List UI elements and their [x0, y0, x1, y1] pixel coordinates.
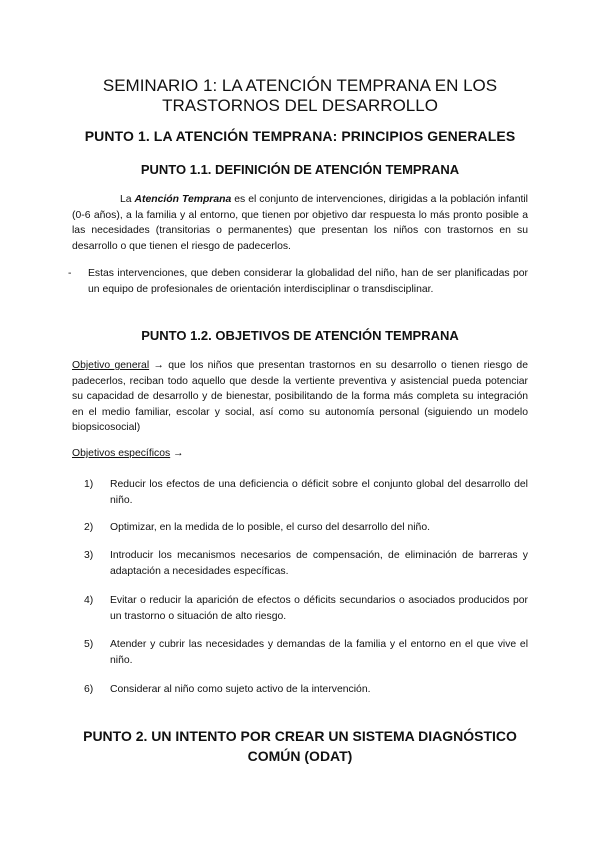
arrow-icon: →	[170, 448, 184, 459]
list-item	[84, 548, 528, 579]
list-item-number: 5)	[84, 639, 94, 650]
objetivo-general-text: que los niños que presentan trastornos en su desarrollo o tienen riesgo de padecerlos, reciban todo aquello que desde la vertiente preventiva y asistencial pueda potenciar su capacidad de desarrollo y de bienestar, posibilitando de la forma más completa su integración en el medio familiar, escolar y social, así como su autonomía personal (siguiendo un modelo biopsicosocial)	[72, 360, 528, 433]
document-title: SEMINARIO 1: LA ATENCIÓN TEMPRANA EN LOS TRASTORNOS DEL DESARROLLO	[102, 76, 498, 115]
bullet-item	[68, 266, 528, 297]
objetivo-general-paragraph	[72, 358, 528, 436]
definition-text: es el conjunto de intervenciones, dirigidas a la población infantil (0-6 años), a la familia y al entorno, que tienen por objetivo dar respuesta lo más pronto posible a las necesidades (transitorias o permanentes) que presentan los niños con trastornos en su desarrollo o que tienen el riesgo de padecerlos.	[72, 194, 528, 252]
bullet-dash: -	[68, 268, 72, 279]
definition-lead: La	[120, 194, 135, 205]
list-item-text: Reducir los efectos de una deficiencia o déficit sobre el conjunto global del desarrollo del niño.	[110, 479, 528, 506]
bullet-text: Estas intervenciones, que deben considerar la globalidad del niño, han de ser planificadas por un equipo de profesionales de orientación interdisciplinar o transdisciplinar.	[88, 268, 528, 295]
list-item-number: 4)	[84, 595, 94, 606]
list-item-number: 2)	[84, 522, 94, 533]
list-item-number: 3)	[84, 550, 94, 561]
punto2-heading: PUNTO 2. UN INTENTO POR CREAR UN SISTEMA DIAGNÓSTICO COMÚN (ODAT)	[83, 728, 517, 764]
punto12-heading: PUNTO 1.2. OBJETIVOS DE ATENCIÓN TEMPRANA	[141, 328, 459, 343]
punto11-heading: PUNTO 1.1. DEFINICIÓN DE ATENCIÓN TEMPRANA	[140, 162, 460, 177]
objetivos-especificos-heading	[72, 446, 528, 462]
list-item	[84, 520, 528, 536]
list-item-text: Evitar o reducir la aparición de efectos o déficits secundarios o asociados producidos por un trastorno o situación de alto riesgo.	[110, 595, 528, 622]
objetivo-general-label: Objetivo general	[72, 360, 150, 371]
list-item-number: 1)	[84, 479, 94, 490]
definition-paragraph	[72, 192, 528, 254]
list-item-text: Considerar al niño como sujeto activo de la intervención.	[110, 684, 371, 695]
list-item-number: 6)	[84, 684, 94, 695]
list-item	[84, 477, 528, 508]
list-item-text: Atender y cubrir las necesidades y demandas de la familia y el entorno en el que vive el niño.	[110, 639, 528, 666]
objetivos-especificos-label: Objetivos específicos	[72, 448, 171, 459]
arrow-icon: →	[149, 360, 169, 371]
list-item-text: Introducir los mecanismos necesarios de compensación, de eliminación de barreras y adaptación a necesidades específicas.	[110, 550, 528, 577]
list-item	[84, 637, 528, 668]
punto1-heading: PUNTO 1. LA ATENCIÓN TEMPRANA: PRINCIPIOS GENERALES	[84, 128, 516, 144]
list-item	[84, 593, 528, 624]
list-item	[84, 682, 528, 698]
definition-term: Atención Temprana	[134, 194, 232, 205]
list-item-text: Optimizar, en la medida de lo posible, el curso del desarrollo del niño.	[110, 522, 430, 533]
